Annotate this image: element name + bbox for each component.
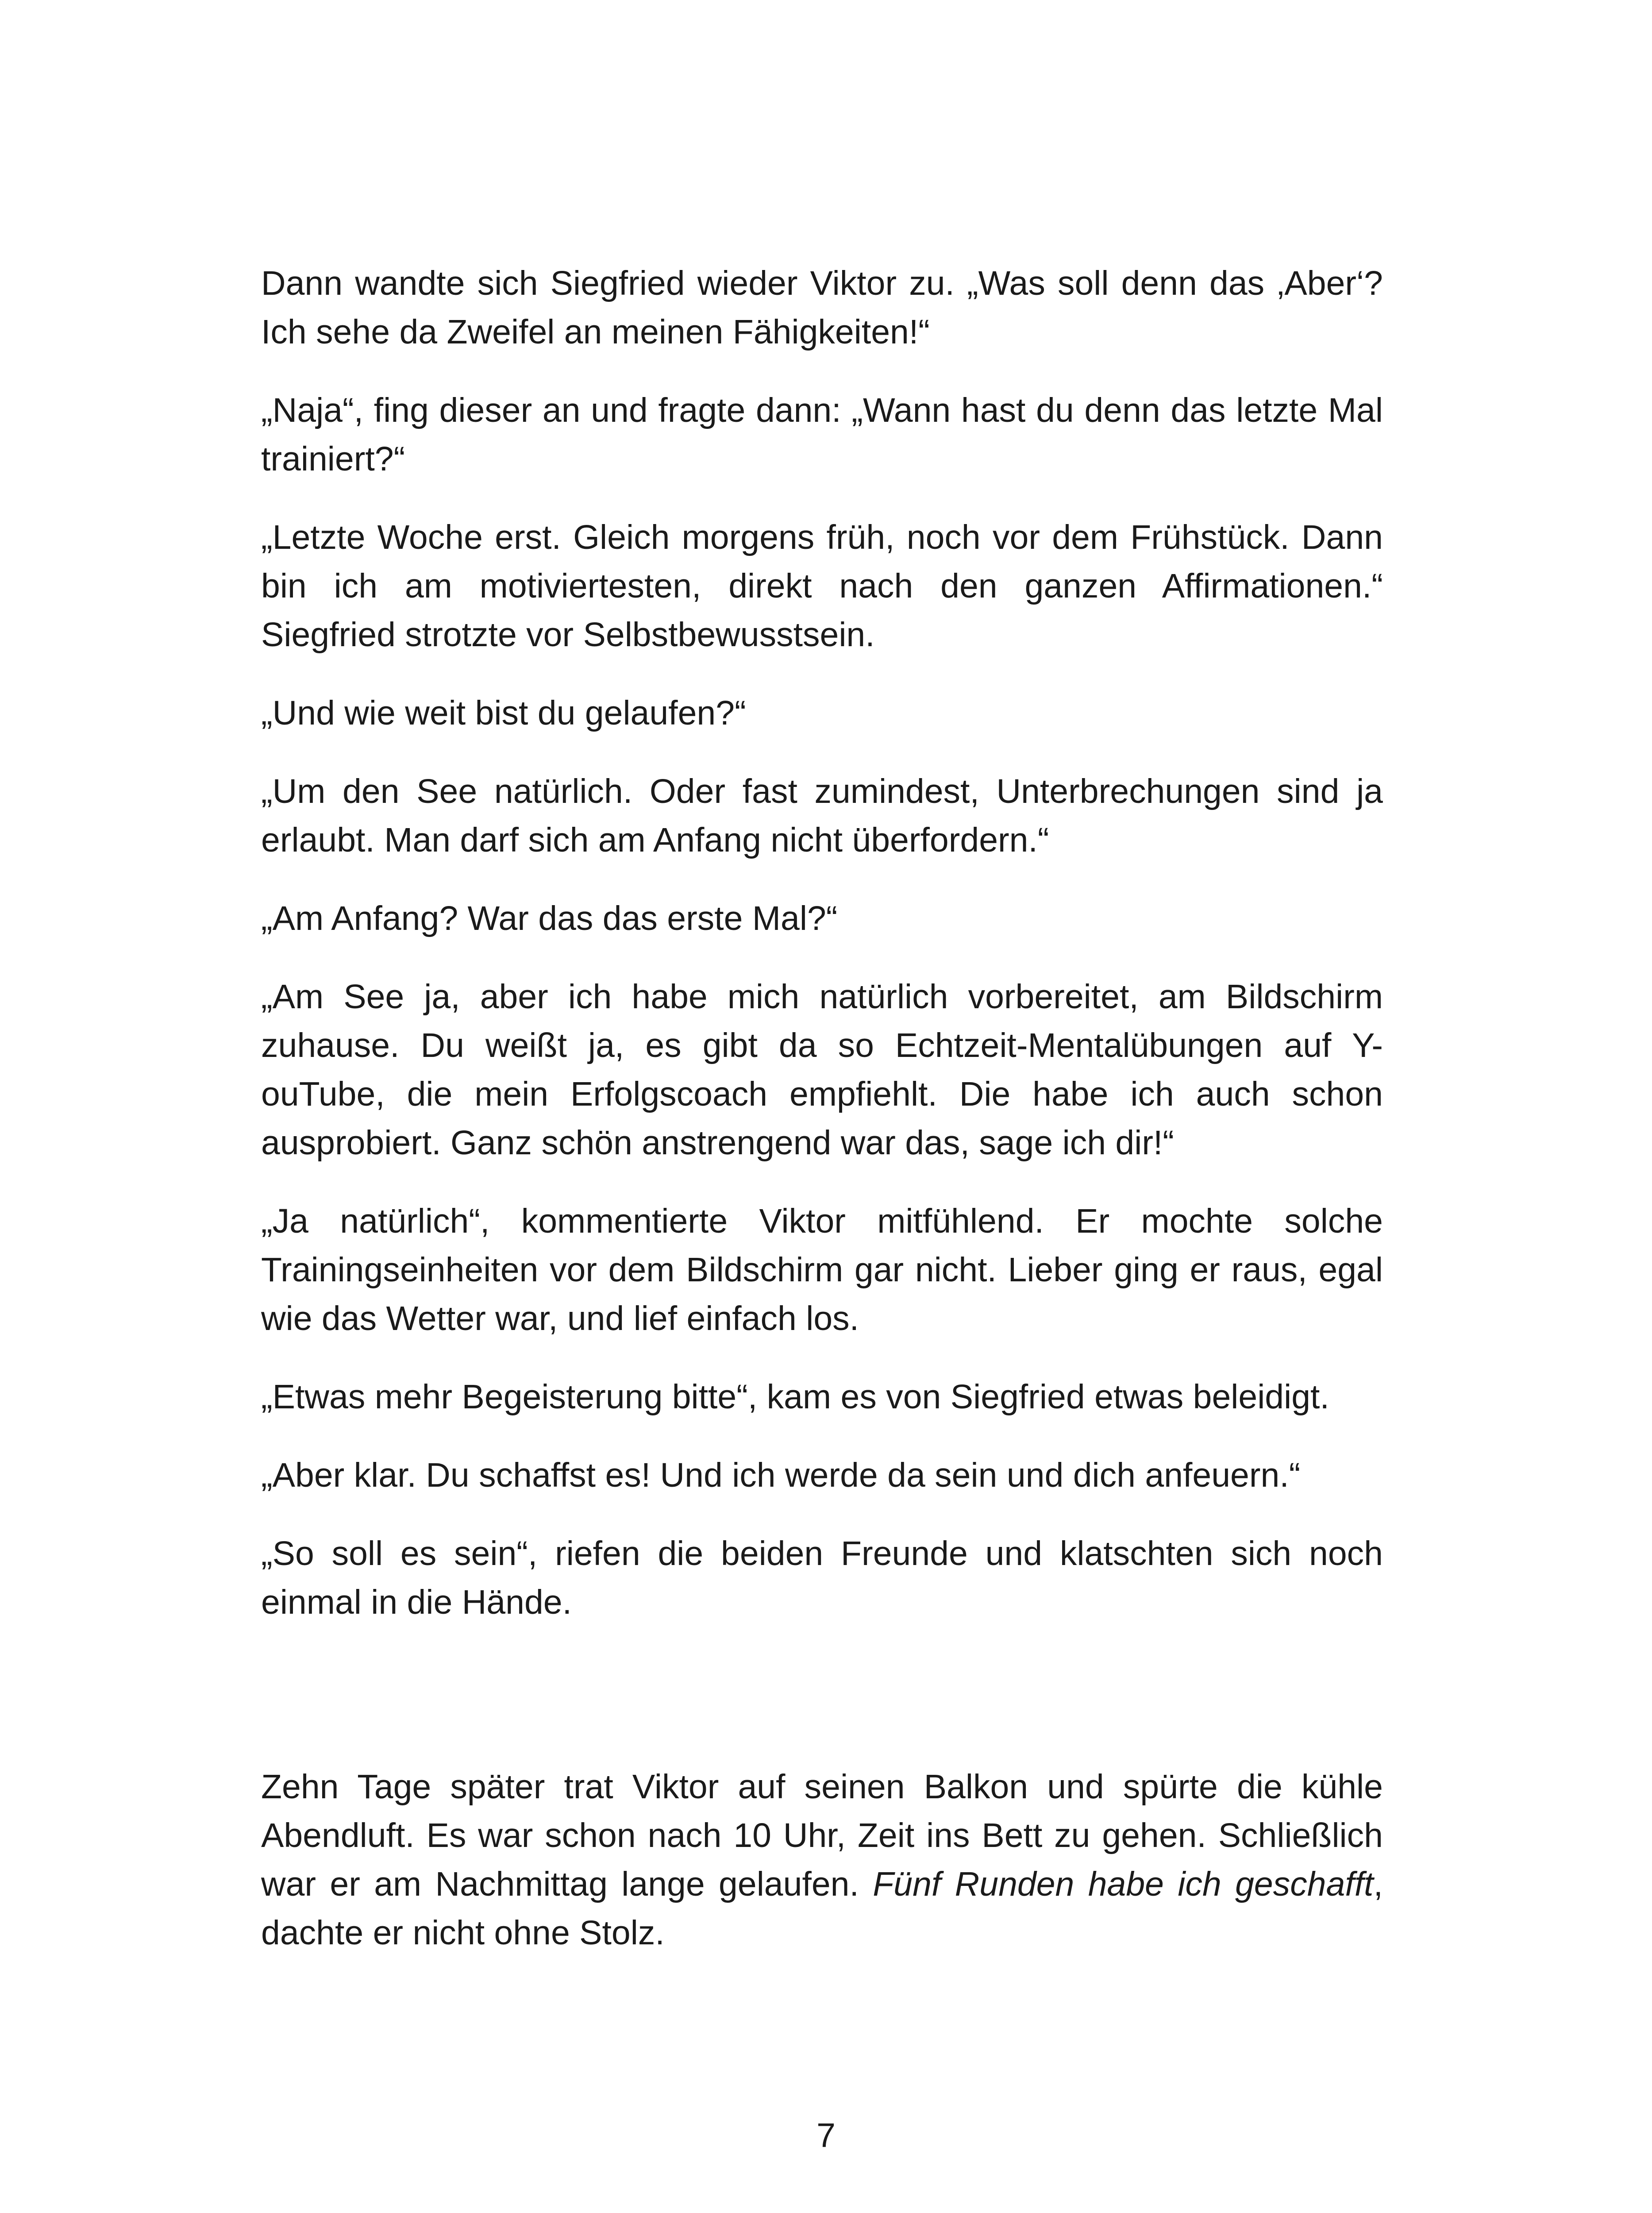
paragraph-1: Dann wandte sich Siegfried wieder Viktor zu. „Was soll denn das ‚Aber‘? Ich sehe da Zweifel an meinen Fähigkeiten!“	[261, 264, 1383, 351]
body-text	[261, 259, 1383, 1987]
paragraph-4: „Und wie weit bist du gelaufen?“	[261, 694, 746, 732]
paragraph-8: „Ja natürlich“, kommentierte Viktor mitfühlend. Er mochte solche Trainingseinheiten vor dem Bildschirm gar nicht. Lieber ging er raus, egal wie das Wetter war, und lief einfach los.	[261, 1202, 1383, 1338]
section-break	[261, 1656, 1383, 1762]
paragraph-12-end: , dachte er nicht ohne Stolz.	[261, 1865, 1383, 1952]
paragraph-12-start: Zehn Tage später trat Viktor auf seinen Balkon und spürte die kühle Abendluft. Es war schon nach 10 Uhr, Zeit ins Bett zu gehen. Schließlich war er am Nachmittag lange gelaufen.	[261, 1768, 1383, 1903]
paragraph-2: „Naja“, fing dieser an und fragte dann: „Wann hast du denn das letzte Mal trainiert?“	[261, 391, 1383, 478]
paragraph-9: „Etwas mehr Begeisterung bitte“, kam es von Siegfried etwas beleidigt.	[261, 1378, 1329, 1416]
paragraph-5: „Um den See natürlich. Oder fast zumindest, Unterbrechungen sind ja erlaubt. Man darf sich am Anfang nicht überfordern.“	[261, 772, 1383, 859]
paragraph-3: „Letzte Woche erst. Gleich morgens früh, noch vor dem Frühstück. Dann bin ich am motiviertesten, direkt nach den ganzen Affirmationen.“ Siegfried strotzte vor Selbstbewusstsein.	[261, 518, 1383, 654]
paragraph-12-italic: Fünf Runden habe ich geschafft	[873, 1865, 1374, 1903]
paragraph-12	[261, 1762, 1383, 1957]
page-number: 7	[816, 2117, 836, 2155]
paragraph-6: „Am Anfang? War das das erste Mal?“	[261, 899, 838, 937]
paragraph-7: „Am See ja, aber ich habe mich natürlich vorbereitet, am Bildschirm zuhause. Du weißt ja, es gibt da so Echtzeit-Mentalübungen auf Y-ouTube, die mein Erfolgscoach empfiehlt. Die habe ich auch schon ausprobiert. Ganz schön anstrengend war das, sage ich dir!“	[261, 978, 1383, 1162]
paragraph-11: „So soll es sein“, riefen die beiden Freunde und klatschten sich noch einmal in die Hände.	[261, 1534, 1383, 1621]
paragraph-10: „Aber klar. Du schaffst es! Und ich werde da sein und dich anfeuern.“	[261, 1456, 1301, 1494]
